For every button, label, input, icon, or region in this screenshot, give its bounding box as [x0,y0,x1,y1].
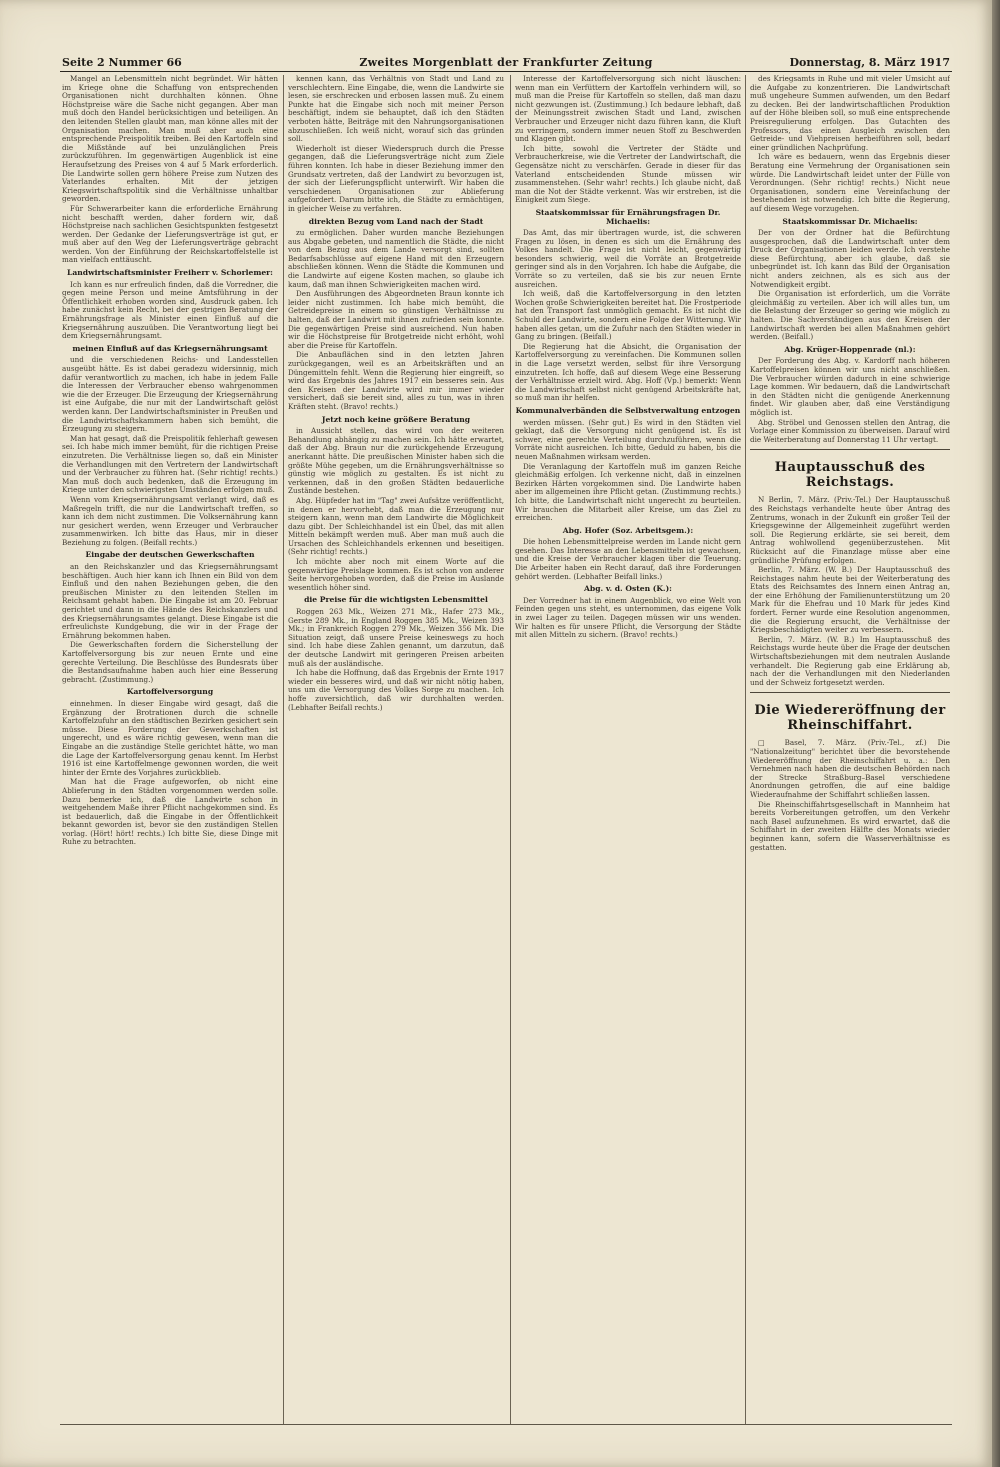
article-paragraph: Den Ausführungen des Abgeordneten Braun konnte ich leider nicht zustimmen. Ich habe mich bemüht, die Getreidepreise in einem so günstigen Verhältnisse zu halten, daß der Landwirt mit ihnen zufrieden sein konnte. Die gegenwärtigen Preise sind ausreichend. Nun haben wir die Höchstpreise für Brotgetreide nicht erhöht, wohl aber die Preise für Kartoffeln. [288,289,504,350]
article-paragraph: Ich wäre es bedauern, wenn das Ergebnis dieser Beratung eine Vermehrung der Organisationen sein würde. Die Landwirtschaft leidet unter der Fülle von Verordnungen. (Sehr richtig! rechts.) Nicht neue Organisationen, sondern eine Vereinfachung der bestehenden ist notwendig. Ich bitte die Regierung, auf diesem Wege vorzugehen. [750,152,950,213]
article-paragraph: Roggen 263 Mk., Weizen 271 Mk., Hafer 273 Mk., Gerste 289 Mk., in England Roggen 385 Mk., Weizen 393 Mk.; in Frankreich Roggen 279 Mk., Weizen 356 Mk. Die Situation zeigt, daß unsere Preise keineswegs zu hoch sind. Ich habe diese Zahlen genannt, um darzutun, daß der deutsche Landwirt mit geringeren Preisen arbeiten muß als der ausländische. [288,607,504,668]
article-paragraph: Man hat gesagt, daß die Preispolitik fehlerhaft gewesen sei. Ich habe mich immer bemüht, für die richtigen Preise einzutreten. Die Verhältnisse liegen so, daß ein Minister die Verhandlungen mit den Vertretern der Landwirtschaft und der Verbraucher zu führen hat. (Sehr richtig! rechts.) Man muß doch auch bedenken, daß die Erzeugung im Kriege unter den schwierigsten Umständen erfolgen muß. [62,433,278,495]
article-paragraph: Mangel an Lebensmitteln nicht begründet. Wir hätten im Kriege ohne die Schaffung von entsprechenden Organisationen nicht durchhalten können. Ohne Höchstpreise wäre die Sache nicht gegangen. Aber man muß doch den Handel berücksichtigen und beteiligen. An den leitenden Stellen glaubt man, man könne alles mit der Organisation machen. Man muß aber auch eine entsprechende Preispolitik treiben. Bei den Kartoffeln sind die Mißstände auf bei unzulänglichen Preis zurückzuführen. Im gegenwärtigen Augenblick ist eine Heraufsetzung des Preises von 4 auf 5 Mark erforderlich. Die Landwirte sollen gern höhere Preise zum Nutzen des Vaterlandes erhalten. Mit der jetzigen Kriegswirtschaftspolitik sind die Verhältnisse unhaltbar geworden. [62,75,278,204]
article-paragraph: Wenn vom Kriegsernährungsamt verlangt wird, daß es Maßregeln trifft, die nur die Landwirtschaft treffen, so kann ich dem nicht zustimmen. Die Volksernährung kann nur gesichert werden, wenn Erzeuger und Verbraucher zusammenwirken. Ich bitte das Haus, mir in dieser Beziehung zu folgen. (Beifall rechts.) [62,494,278,547]
subheading: Kartoffelversorgung [126,687,214,697]
article-paragraph: kennen kann, das Verhältnis von Stadt und Land zu verschlechtern. Eine Eingabe, die, wenn die Landwirte sie lesen, sie erschrecken und erbosen lassen muß. Zu einem Punkte hat die Eingabe sich noch mit meiner Person beschäftigt, indem sie behauptet, daß ich den Städten verboten hätte, Beiträge mit den Nahrungsorganisationen abzuschließen. Ich weiß nicht, worauf sich das gründen soll. [288,75,504,144]
subheading: Landwirtschaftsminister Freiherr v. Schorlemer: [67,268,273,278]
article-paragraph: Für Schwerarbeiter kann die erforderliche Ernährung nicht beschafft werden, daher fordern wir, daß Höchstpreise nach sachlichen Gesichtspunkten festgesetzt werden. Der Gedanke der Lieferungsverträge ist gut, er muß aber auf den Weg der Lieferungsverträge gebracht werden. Von der Einführung der Reichskartoffelstelle ist man vielfach enttäuscht. [62,203,278,265]
article-paragraph: Die hohen Lebensmittelpreise werden im Lande nicht gern gesehen. Das Interesse an den Lebensmitteln ist gewachsen, und die Kreise der Verbraucher klagen über die Teuerung. Die Arbeiter haben ein Recht darauf, daß ihre Forderungen gehört werden. (Lebhafter Beifall links.) [515,537,741,581]
article-paragraph: Interesse der Kartoffelversorgung sich nicht läuschen: wenn man ein Verfüttern der Kartoffeln verhindern will, so muß man die Preise für Kartoffeln so stellen, daß man dazu nicht gezwungen ist. (Zustimmung.) Ich bedaure lebhaft, daß der Meinungsstreit zwischen Stadt und Land, zwischen Verbraucher und Erzeuger nicht dazu führen kann, die Kluft zu verringern, sondern immer neuen Stoff zu Beschwerden und Klagen gibt. [515,75,741,144]
article-paragraph: Die Veranlagung der Kartoffeln muß im ganzen Reiche gleichmäßig erfolgen. Ich verkenne nicht, daß in einzelnen Bezirken Härten vorgekommen sind. Die Landwirte haben aber im allgemeinen ihre Pflicht getan. (Zustimmung rechts.) Ich bitte, die Landwirtschaft nicht ungerecht zu beurteilen. Wir brauchen die Mitarbeit aller Kreise, um das Ziel zu erreichen. [515,461,741,523]
article-paragraph: Der Forderung des Abg. v. Kardorff nach höheren Kartoffelpreisen können wir uns nicht anschließen. Die Verbraucher würden dadurch in eine schwierige Lage kommen. Wir bedauern, daß die Landwirtschaft in den Städten nicht die genügende Anerkennung findet. Wir glauben aber, daß eine Verständigung möglich ist. [750,356,950,417]
article-paragraph: Das Amt, das mir übertragen wurde, ist, die schweren Fragen zu lösen, in denen es sich um die Ernährung des Volkes handelt. Die Frage ist nicht leicht, gegenwärtig besonders schwierig, weil die Vorräte an Brotgetreide geringer sind als in den Vorjahren. Ich habe die Aufgabe, die Vorräte so zu verteilen, daß sie bis zur neuen Ernte ausreichen. [515,228,741,289]
article-paragraph: Der von der Ordner hat die Befürchtung ausgesprochen, daß die Landwirtschaft unter dem Druck der Organisationen leiden werde. Ich verstehe diese Befürchtung, aber ich glaube, daß sie unbegründet ist. Ich kann das Bild der Organisation nicht anders zeichnen, als es sich aus der Notwendigkeit ergibt. [750,228,950,289]
article-paragraph: Die Organisation ist erforderlich, um die Vorräte gleichmäßig zu verteilen. Aber ich will alles tun, um die Belastung der Erzeuger so gering wie möglich zu halten. Die Sachverständigen aus den Kreisen der Landwirtschaft werden bei allen Maßnahmen gehört werden. (Beifall.) [750,289,950,342]
article-paragraph: Abg. Ströbel und Genossen stellen den Antrag, die Vorlage einer Kommission zu überweisen. Darauf wird die Weiterberatung auf Donnerstag 11 Uhr vertagt. [750,417,950,444]
article-paragraph: Ich möchte aber noch mit einem Worte auf die gegenwärtige Preislage kommen. Es ist schon von anderer Seite hervorgehoben worden, daß die Preise im Auslande wesentlich höher sind. [288,557,504,592]
column-divider [283,75,284,1425]
column-1 [62,75,278,1423]
article-paragraph: Ich weiß, daß die Kartoffelversorgung in den letzten Wochen große Schwierigkeiten bereitet hat. Die Frostperiode hat den Transport fast unmöglich gemacht. Es ist nicht die Schuld der Landwirte, sondern eine Folge der Witterung. Wir haben alles getan, um die Zufuhr nach den Städten wieder in Gang zu bringen. (Beifall.) [515,289,741,342]
footer-rule [60,1424,952,1425]
article-paragraph: Die Gewerkschaften fordern die Sicherstellung der Kartoffelversorgung bis zur neuen Ernte und eine gerechte Verteilung. Die Beschlüsse des Bundesrats über die Bestandsaufnahme haben auch hier eine Besserung gebracht. (Zustimmung.) [62,640,278,684]
issue-date: Donnerstag, 8. März 1917 [789,56,950,69]
column-4 [750,75,950,1423]
article-paragraph: Wiederholt ist dieser Wiederspruch durch die Presse gegangen, daß die Lieferungsverträge nicht zum Ziele führen konnten. Ich habe in dieser Beziehung immer den Grundsatz vertreten, daß der Landwirt zu bevorzugen ist, der sich der Lieferungspflicht unterwirft. Wir haben die verschiedenen Organisationen zur Ablieferung aufgefordert. Darum bitte ich, die Städte zu ermächtigen, in gleicher Weise zu verfahren. [288,143,504,213]
subheading: die Preise für die wichtigsten Lebensmittel [304,595,488,605]
section-rule [750,692,950,693]
subheading: Abg. Krüger-Hoppenrade (nl.): [784,344,916,354]
article-paragraph: Man hat die Frage aufgeworfen, ob nicht eine Ablieferung in den Städten vorgenommen werden solle. Dazu bemerke ich, daß die Landwirte schon in weitgehendem Maße ihrer Pflicht nachgekommen sind. Es ist bedauerlich, daß die Eingabe in der Öffentlichkeit bekannt geworden ist, bevor sie den zuständigen Stellen vorlag. (Hört! hört! rechts.) Ich bitte Sie, diese Dinge mit Ruhe zu betrachten. [62,777,278,847]
subheading: meinen Einfluß auf das Kriegsernährungsamt [72,343,268,353]
column-2 [288,75,504,1423]
header-rule [60,71,952,72]
article-paragraph: in Aussicht stellen, das wird von der weiteren Behandlung abhängig zu machen sein. Ich hätte erwartet, daß der Abg. Braun nur die zurückgehende Erzeugung anerkannt hätte. Die preußischen Minister haben sich die größte Mühe gegeben, um die Ernährungsverhältnisse so günstig wie möglich zu gestalten. Es ist nicht zu verkennen, daß in den großen Städten bedauerliche Zustände bestehen. [288,426,504,496]
column-3 [515,75,741,1423]
subheading: Staatskommissar für Ernährungsfragen Dr. Michaelis: [535,207,721,226]
article-paragraph: Ich kann es nur erfreulich finden, daß die Vorredner, die gegen meine Person und meine Amtsführung in der Öffentlichkeit erhoben worden sind, Ausdruck gaben. Ich habe zunächst kein Recht, bei der gestrigen Beratung der Ernährungsfrage als Minister einen Einfluß auf die Kriegsernährung auszuüben. Die Verantwortung liegt bei dem Kriegsernährungsamt. [62,279,278,341]
article-paragraph: Berlin, 7. März. (W. B.) Im Hauptausschuß des Reichstags wurde heute über die Frage der deutschen Wirtschaftsbeziehungen mit dem neutralen Auslande verhandelt. Die Regierung gab eine Erklärung ab, nach der die Verhandlungen mit den Niederlanden und der Schweiz fortgesetzt werden. [750,634,950,687]
subheading: Jetzt noch keine größere Beratung [321,414,471,424]
article-paragraph: Ich habe die Hoffnung, daß das Ergebnis der Ernte 1917 wieder ein besseres wird, und daß wir nicht nötig haben, uns um die Versorgung des Volkes Sorge zu machen. Ich hoffe zuversichtlich, daß wir durchhalten werden. (Lebhafter Beifall rechts.) [288,668,504,712]
article-paragraph: N Berlin, 7. März. (Priv.-Tel.) Der Hauptausschuß des Reichstags verhandelte heute über Antrag des Zentrums, wonach in der Zukunft ein großer Teil der Kriegsgewinne der Allgemeinheit zugeführt werden soll. Die Regierung erklärte, sie sei bereit, dem Antrag wohlwollend gegenüberzustehen. Mit Rücksicht auf die Finanzlage müsse aber eine gründliche Prüfung erfolgen. [750,495,950,565]
article-paragraph: Die Regierung hat die Absicht, die Organisation der Kartoffelversorgung zu vereinfachen. Die Kommunen sollen in die Lage versetzt werden, selbst für ihre Versorgung einzutreten. Ich hoffe, daß auf diesem Wege eine Besserung der Verhältnisse erzielt wird. Abg. Hoff (Vp.) bemerkt: Wenn die Landwirtschaft selbst nicht genügend Arbeitskräfte hat, so muß man ihr helfen. [515,341,741,403]
article-paragraph: des Kriegsamts in Ruhe und mit vieler Umsicht auf die Aufgabe zu konzentrieren. Die Landwirtschaft muß ungeheure Summen aufwenden, um den Bedarf zu decken. Bei der landwirtschaftlichen Produktion auf der Höhe bleiben soll, so muß eine entsprechende Preisregulierung erfolgen. Das Gutachten des Professors, das einen Ausgleich zwischen den Getreide- und Viehpreisen herbeiführen soll, bedarf einer gründlichen Nachprüfung. [750,75,950,152]
book-binding-edge [992,0,1000,1467]
subheading: Abg. Hofer (Soz. Arbeitsgem.): [562,525,694,535]
column-divider [745,75,746,1425]
section-heading: Die Wiedereröffnung der Rheinschiffahrt. [754,703,946,734]
section-rule [750,449,950,450]
article-paragraph: Die Anbauflächen sind in den letzten Jahren zurückgegangen, weil es an Arbeitskräften und an Düngemitteln fehlt. Wenn die Regierung hier eingreift, so wird das Ergebnis des Jahres 1917 ein besseres sein. Aus den Kreisen der Landwirte wird mir immer wieder versichert, daß sie bereit sind, alles zu tun, was in ihren Kräften steht. (Bravo! rechts.) [288,350,504,411]
page-number: Seite 2 Nummer 66 [62,56,182,69]
article-paragraph: Ich bitte, sowohl die Vertreter der Städte und Verbraucherkreise, wie die Vertreter der Landwirtschaft, die Gegensätze nicht zu verschärfen. Gerade in dieser für das Vaterland entscheidenden Stunde müssen wir zusammenstehen. (Sehr wahr! rechts.) Ich glaube nicht, daß man die Not der Städte verkennt. Was wir erstreben, ist die Einigkeit zum Siege. [515,143,741,205]
subheading: Staatskommissar Dr. Michaelis: [782,216,918,226]
subheading: Eingabe der deutschen Gewerkschaften [85,550,255,560]
section-heading: Hauptausschuß des Reichstags. [774,460,926,491]
article-paragraph: werden müssen. (Sehr gut.) Es wird in den Städten viel geklagt, daß die Versorgung nicht genügend ist. Es ist schwer, eine gerechte Verteilung durchzuführen, wenn die Vorräte nicht ausreichen. Ich bitte, Geduld zu haben, bis die neuen Maßnahmen wirksam werden. [515,417,741,461]
article-paragraph: Abg. Hüpfeder hat im "Tag" zwei Aufsätze veröffentlicht, in denen er hervorhebt, daß man die Erzeugung nur steigern kann, wenn man dem Landwirte die Möglichkeit dazu gibt. Der Schleichhandel ist ein Übel, das mit allen Mitteln bekämpft werden muß. Aber man muß auch die Ursachen des Schleichhandels erkennen und beseitigen. (Sehr richtig! rechts.) [288,495,504,557]
subheading: Kommunalverbänden die Selbstverwaltung entzogen [515,405,741,415]
article-paragraph: und die verschiedenen Reichs- und Landesstellen ausgeübt hätte. Es ist dabei geradezu widersinnig, mich dafür verantwortlich zu machen, ich habe in jedem Falle die Interessen der Verbraucher ebenso wahrgenommen wie die der Erzeuger. Die Erzeugung der Kriegsernährung ist eine Aufgabe, die nur mit der Landwirtschaft gelöst werden kann. Der Landwirtschaftsminister in Preußen und die Landwirtschaftskammern haben sich bemüht, die Erzeugung zu steigern. [62,355,278,434]
newspaper-title: Zweites Morgenblatt der Frankfurter Zeitung [359,56,653,69]
article-paragraph: Berlin, 7. März. (W. B.) Der Hauptausschuß des Reichstages nahm heute bei der Weiterberatung des Etats des Reichsamtes des Innern einen Antrag an, der eine Erhöhung der Familienunterstützung um 20 Mark für die Ehefrau und 10 Mark für jedes Kind fordert. Ferner wurde eine Resolution angenommen, die die Regierung ersucht, die Verhältnisse der Kriegsbeschädigten weiter zu verbessern. [750,565,950,635]
article-paragraph: Die Rheinschiffahrtsgesellschaft in Mannheim hat bereits Vorbereitungen getroffen, um den Verkehr nach Basel aufzunehmen. Es wird erwartet, daß die Schiffahrt in der zweiten Hälfte des Monats wieder beginnen kann, sofern die Wasserverhältnisse es gestatten. [750,799,950,852]
column-divider [510,75,511,1425]
article-paragraph: einnehmen. In dieser Eingabe wird gesagt, daß die Ergänzung der Brotrationen durch die schnelle Kartoffelzufuhr an den städtischen Bezirken gesichert sein müsse. Diese Forderung der Gewerkschaften ist ungerecht, und es wäre richtig gewesen, wenn man die Eingabe an die zuständige Stelle gerichtet hätte, wo man die Lage der Kartoffelversorgung genau kennt. Im Herbst 1916 ist eine Kartoffelmenge gewonnen worden, die weit hinter der Ernte des Vorjahres zurückblieb. [62,698,278,777]
subheading: Abg. v. d. Osten (K.): [584,584,672,594]
article-paragraph: an den Reichskanzler und das Kriegsernährungsamt beschäftigen. Auch hier kann ich Ihnen ein Bild von dem Einfluß und den nahen Beziehungen geben, die den preußischen Minister zu den leitenden Stellen im Reichsamt gehabt haben. Die Eingabe ist am 20. Februar gerichtet und dann in die Hände des Reichskanzlers und des Kriegsernährungsamtes gelangt. Diese Eingabe ist die erfreulichste Kundgebung, die wir in der Frage der Ernährung bekommen haben. [62,562,278,640]
article-paragraph: zu ermöglichen. Daher wurden manche Beziehungen aus Abgabe gebeten, und namentlich die Städte, die nicht von dem Bezug aus dem Lande versorgt sind, sollten Bedarfsabschlüsse auf eigene Hand mit den Erzeugern abschließen können. Wenn die Städte die Kommunen und die Landwirte auf eigene Kosten machen, so glaube ich kaum, daß man ihnen Schwierigkeiten machen wird. [288,228,504,289]
article-paragraph: □ Basel, 7. März. (Priv.-Tel., zf.) Die "Nationalzeitung" berichtet über die bevorstehende Wiedereröffnung der Rheinschiffahrt u. a.: Den Vernehmen nach haben die deutschen Behörden nach der Strecke Straßburg–Basel verschiedene Anordnungen getroffen, die auf eine baldige Wiederaufnahme der Schiffahrt schließen lassen. [750,738,950,799]
article-paragraph: Der Vorredner hat in einem Augenblick, wo eine Welt von Feinden gegen uns steht, es unternommen, das eigene Volk in zwei Lager zu teilen. Dagegen müssen wir uns wenden. Wir halten es für unsere Pflicht, die Versorgung der Städte mit allen Mitteln zu sichern. (Bravo! rechts.) [515,595,741,640]
subheading: direkten Bezug vom Land nach der Stadt [308,216,484,226]
page-header [62,56,950,70]
